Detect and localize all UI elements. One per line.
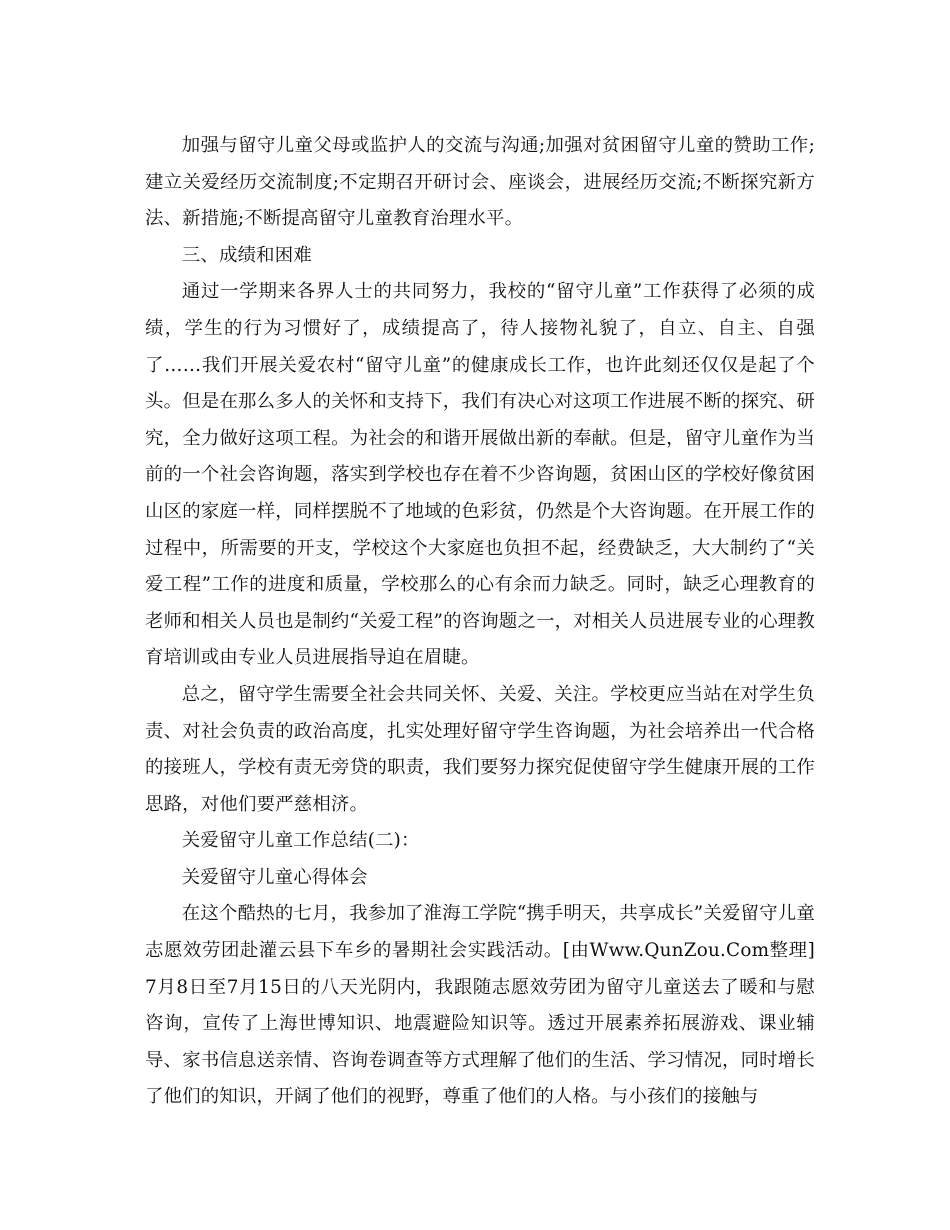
paragraph-measures: 加强与留守儿童父母或监护人的交流与沟通;加强对贫困留守儿童的赞助工作;建立关爱经历交流制度;不定期召开研讨会、座谈会，进展经历交流;不断探究新方法、新措施;不断提高留守儿童教育治理水平。 — [145, 135, 815, 230]
article-title-part-two: 关爱留守儿童工作总结(二)： — [181, 830, 420, 852]
paragraph-conclusion: 总之，留守学生需要全社会共同关怀、关爱、关注。学校更应当站在对学生负责、对社会负责的政治高度，扎实处理好留守学生咨询题，为社会培养出一代合格的接班人，学校有责无旁贷的职责，我们要努力探究促使留守学生健康开展的工作思路，对他们要严慈相济。 — [145, 683, 815, 815]
paragraph-summer-activity: 在这个酷热的七月，我参加了淮海工学院“携手明天，共享成长”关爱留守儿童志愿效劳团赴灌云县下车乡的暑期社会实践活动。[由Www.QunZou.Com整理]7月8日至7月15日的八天光阴内，我跟随志愿效劳团为留守儿童送去了暖和与慰咨询，宣传了上海世博知识、地震避险知识等。透过开展素养拓展游戏、课业辅导、家书信息送亲情、咨询卷调查等方式理解了他们的生活、学习情况，同时增长了他们的知识，开阔了他们的视野，尊重了他们的人格。与小孩们的接触与 — [145, 903, 815, 1108]
article-subtitle: 关爱留守儿童心得体会 — [181, 866, 368, 888]
section-heading-achievements: 三、成绩和困难 — [181, 244, 312, 266]
paragraph-achievements: 通过一学期来各界人士的共同努力，我校的“留守儿童”工作获得了必须的成绩，学生的行为习惯好了，成绩提高了，待人接物礼貌了，自立、自主、自强了……我们开展关爱农村“留守儿童”的健康成长工作，也许此刻还仅仅是起了个头。但是在那么多人的关怀和支持下，我们有决心对这项工作进展不断的探究、研究，全力做好这项工程。为社会的和谐开展做出新的奉献。但是，留守儿童作为当前的一个社会咨询题，落实到学校也存在着不少咨询题，贫困山区的学校好像贫困山区的家庭一样，同样摆脱不了地域的色彩贫，仍然是个大咨询题。在开展工作的过程中，所需要的开支，学校这个大家庭也负担不起，经费缺乏，大大制约了“关爱工程”工作的进度和质量，学校那么的心有余而力缺乏。同时，缺乏心理教育的老师和相关人员也是制约“关爱工程”的咨询题之一，对相关人员进展专业的心理教育培训或由专业人员进展指导迫在眉睫。 — [145, 281, 815, 669]
document-body — [145, 128, 815, 1116]
